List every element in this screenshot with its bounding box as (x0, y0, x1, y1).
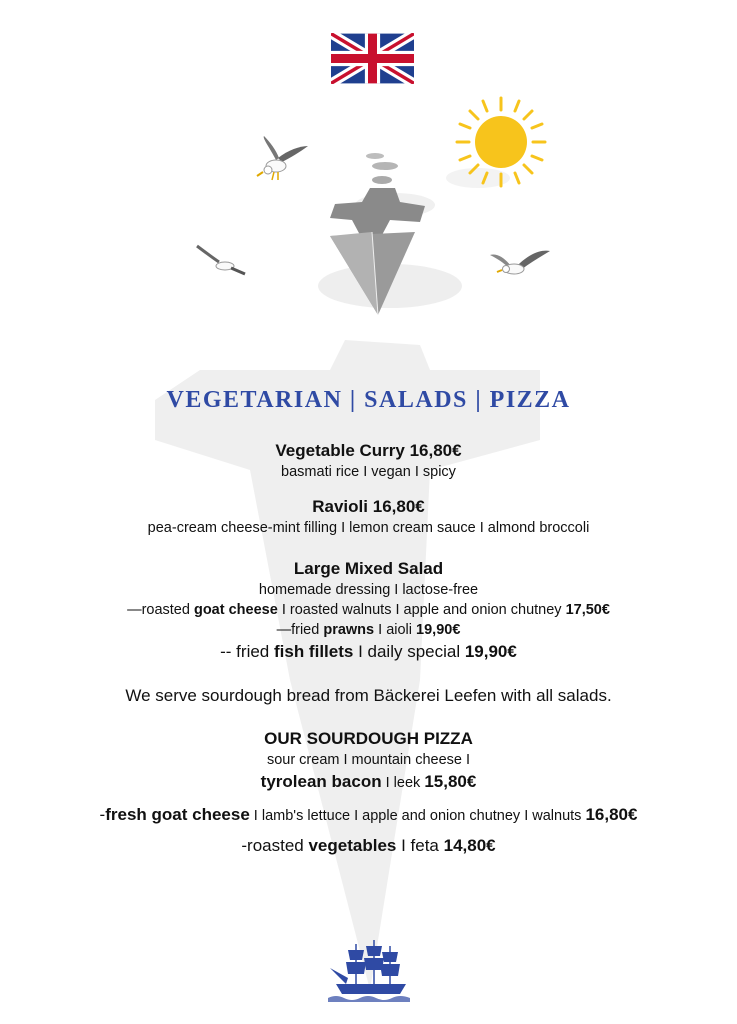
sailing-ship-logo-icon (326, 938, 412, 1004)
item-name: Vegetable Curry (275, 441, 405, 460)
item-description: sour cream I mountain cheese I (266, 752, 471, 768)
menu-item-pizza (0, 728, 737, 858)
item-price: 16,80€ (372, 497, 425, 516)
uk-flag-icon (331, 33, 414, 84)
pizza-option-goat-cheese: -fresh goat cheese I lamb's lettuce I apple and onion chutney I walnuts 16,80€ (99, 805, 638, 824)
section-title: VEGETARIAN | SALADS | PIZZA (166, 387, 571, 413)
item-description: homemade dressing I lactose-free (258, 582, 479, 598)
pizza-option-vegetables: -roasted vegetables I feta 14,80€ (241, 836, 496, 855)
menu-content (0, 380, 737, 858)
ship-icon (290, 140, 470, 320)
pizza-title: OUR SOURDOUGH PIZZA (264, 729, 473, 748)
seagull-icon (195, 244, 247, 276)
pizza-base-line: tyrolean bacon I leek 15,80€ (260, 772, 477, 791)
item-price: 16,80€ (409, 441, 462, 460)
salad-option-fish: -- fried fish fillets I daily special 19,90€ (220, 642, 517, 661)
menu-item-curry (0, 440, 737, 482)
menu-item-ravioli (0, 496, 737, 538)
item-description: pea-cream cheese-mint filling I lemon cream sauce I almond broccoli (147, 520, 590, 536)
bread-note: We serve sourdough bread from Bäckerei Leefen with all salads. (125, 686, 612, 705)
item-name: Ravioli (312, 497, 368, 516)
item-description: basmati rice I vegan I spicy (281, 464, 456, 480)
salad-option-prawns: —fried prawns I aioli 19,90€ (276, 622, 461, 638)
salad-option-goat-cheese: —roasted goat cheese I roasted walnuts I apple and onion chutney 17,50€ (127, 602, 610, 618)
item-name: Large Mixed Salad (293, 559, 444, 578)
seagull-icon (488, 247, 552, 281)
menu-item-salad (0, 558, 737, 664)
